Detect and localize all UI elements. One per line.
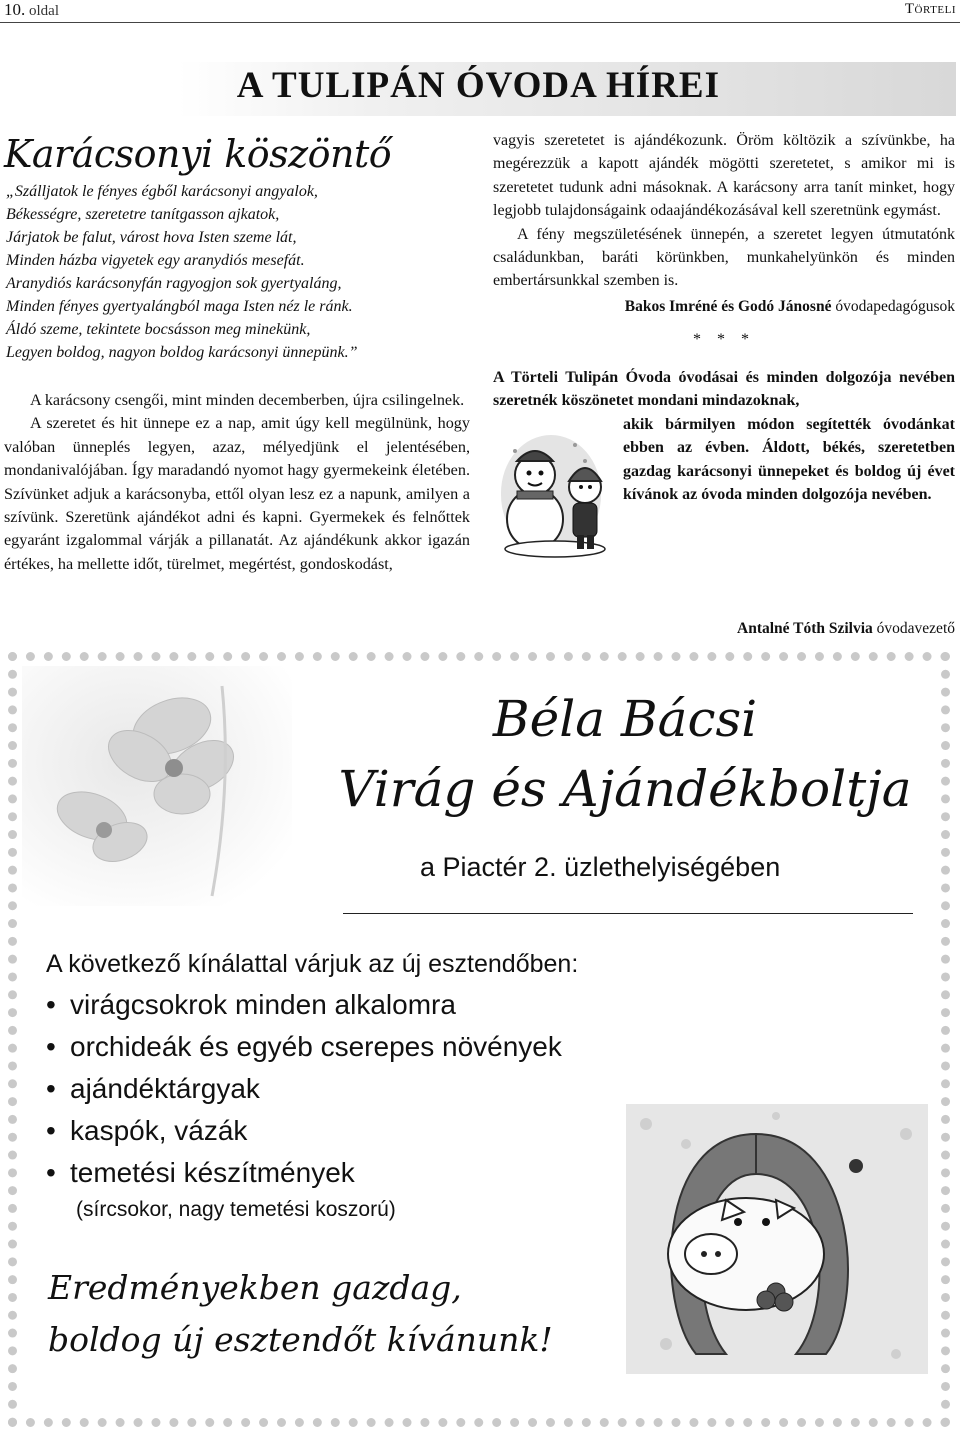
offer-item: • ajándéktárgyak — [46, 1068, 562, 1110]
christmas-poem — [6, 180, 476, 364]
lucky-pig-horseshoe-image — [626, 1104, 928, 1374]
paragraph: A karácsony csengői, mint minden decemberben, újra csilingelnek. — [30, 391, 465, 409]
thanks-message: akik bármilyen módon segítették óvodánkat ebben az évben. Áldott, békés, szeretetben gazdag karácsonyi ünnepeket és boldog új évet kívánok az óvoda minden dolgozója nevében. — [623, 415, 955, 504]
new-year-wish — [48, 1262, 553, 1366]
offer-item: • temetési készítmények — [46, 1152, 562, 1194]
poem-line: Legyen boldog, nagyon boldog karácsonyi ünnepünk.” — [6, 344, 358, 361]
wish-line: Eredményekben gazdag, — [48, 1268, 462, 1307]
thanks-signature — [493, 617, 955, 640]
thanks-block — [493, 413, 955, 613]
ad-divider — [343, 913, 913, 914]
paragraph: A fény megszületésének ünnepén, a szeretet legyen útmutatónk családunkban, baráti körünkben, munkahelyünkön és minden embertársunkkal szemben is. — [493, 225, 955, 290]
signature-role: óvodavezető — [876, 619, 955, 637]
section-separator: * * * — [693, 331, 755, 349]
offer-list — [46, 984, 562, 1194]
wish-line: boldog új esztendőt kívánunk! — [48, 1320, 553, 1359]
article-title: Karácsonyi köszöntő — [4, 132, 392, 176]
offer-item: • orchideák és egyéb cserepes növények — [46, 1026, 562, 1068]
poem-line: Járjatok be falut, várost hova Isten szeme lát, — [6, 229, 297, 246]
shop-name — [300, 684, 950, 824]
signature-role: óvodapedagógusok — [835, 297, 955, 315]
offer-item: • kaspók, vázák — [46, 1110, 562, 1152]
signature-names: Bakos Imréné és Godó Jánosné — [624, 297, 832, 315]
orchid-image — [22, 666, 292, 906]
offer-note: (sírcsokor, nagy temetési koszorú) — [76, 1198, 396, 1221]
page-header — [0, 0, 960, 23]
signature-name: Antalné Tóth Szilvia — [737, 619, 873, 637]
page-number: 10. oldal — [4, 0, 59, 19]
poem-line: Minden házba vigyetek egy aranydiós mesefát. — [6, 252, 305, 269]
article-body-left — [4, 389, 470, 576]
article-signature — [493, 295, 955, 318]
paragraph: vagyis szeretetet is ajándékozunk. Öröm költözik a szívünkbe, ha megérezzük a kapott ajándék mögötti szeretetet, s amikor mi is szeretetet tudunk adni másoknak. A karácsony arra tanít minket, hogy legjobb tulajdonságaink odaajándékozásával kell szeretnünk egymást. — [493, 132, 955, 220]
poem-line: Békességre, szeretetre tanítgasson ajkatok, — [6, 206, 280, 223]
poem-line: Minden fényes gyertyalángból maga Isten néz le ránk. — [6, 298, 353, 315]
newspaper-name: Törteli — [904, 1, 956, 17]
paragraph: A szeretet és hit ünnepe ez a nap, amit úgy kell megülnünk, hogy valóban ünneplés legyen, azaz, mélyedjünk el jelentésében, mondanivalójában. Így maradandó nyomot hagy gyermekeink életében. Szívünket adjuk a karácsonyba, ettől olyan lesz ez a napunk, amilyen a szívünk. Szeretünk ajándékot adni és kapni. Gyermekek és felnőttek egyaránt izgalommal várják a pillanatát. Az ajándékunk akkor igazán értékes, ha mellette időt, türelmet, megértést, gondoskodást, — [4, 414, 470, 573]
shop-address: a Piactér 2. üzlethelyiségében — [420, 852, 781, 882]
article-body-right — [493, 129, 955, 640]
section-title: A TULIPÁN ÓVODA HÍREI — [236, 65, 720, 106]
poem-line: Aranydiós karácsonyfán ragyogjon sok gyertyaláng, — [6, 275, 342, 292]
poem-line: „Szálljatok le fényes égből karácsonyi angyalok, — [6, 183, 318, 200]
thanks-intro: A Törteli Tulipán Óvoda óvodásai és minden dolgozója nevében szeretnék köszönetet mondani mindazoknak, — [493, 368, 955, 410]
shop-name-line: Virág és Ajándékboltja — [338, 760, 912, 818]
offer-item: • virágcsokrok minden alkalomra — [46, 984, 562, 1026]
offer-intro: A következő kínálattal várjuk az új esztendőben: — [46, 950, 579, 978]
shop-name-line: Béla Bácsi — [492, 690, 758, 748]
snowman-illustration — [495, 431, 615, 561]
poem-line: Áldó szeme, tekintete bocsásson meg minekünk, — [6, 321, 311, 338]
